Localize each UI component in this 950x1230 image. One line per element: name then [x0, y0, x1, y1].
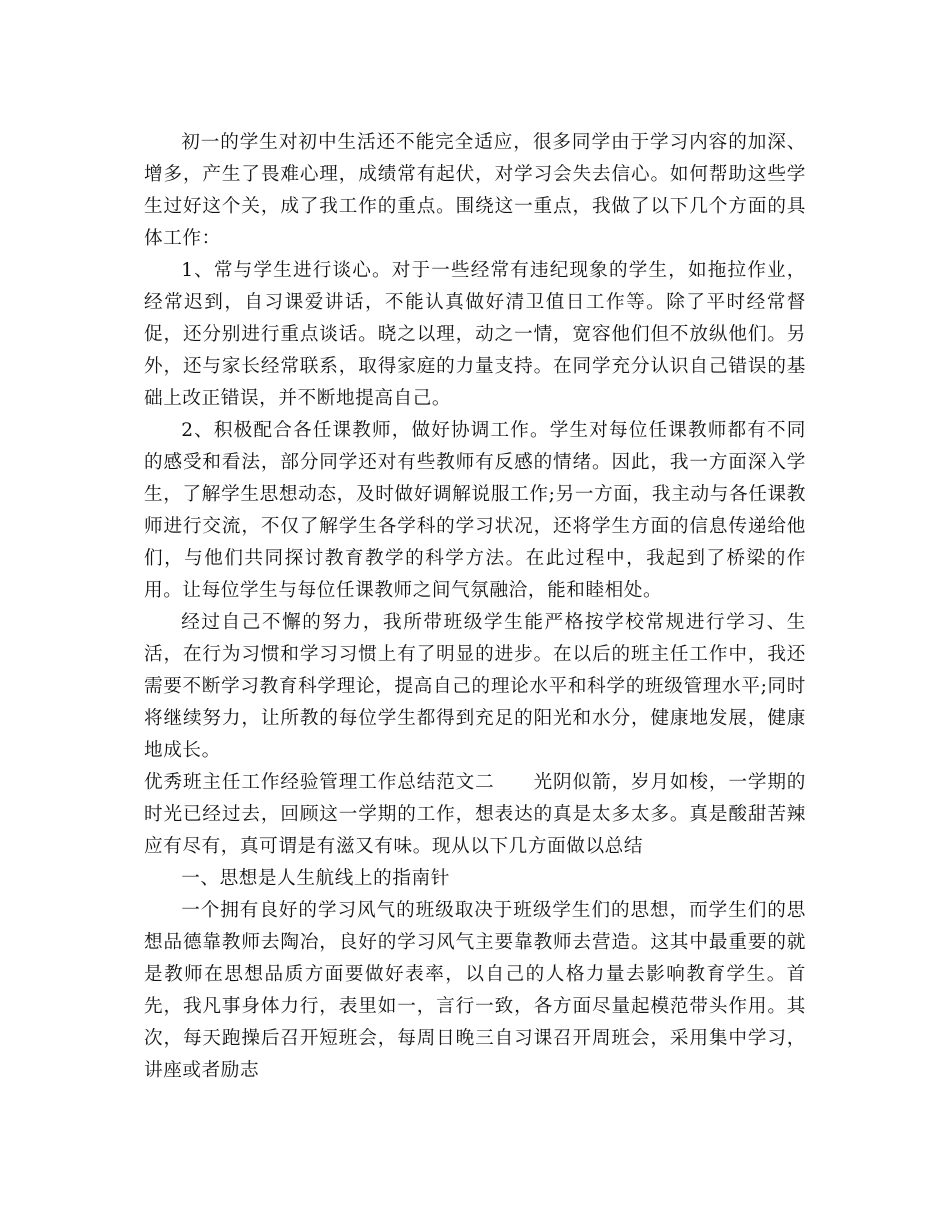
paragraph-item-2: 2、积极配合各任课教师，做好协调工作。学生对每位任课教师都有不同的感受和看法，部分同学还对有些教师有反感的情绪。因此，我一方面深入学生，了解学生思想动态，及时做好调解说服工作;另一方面，我主动与各任课教师进行交流，不仅了解学生各学科的学习状况，还将学生方面的信息传递给他们，与他们共同探讨教育教学的科学方法。在此过程中，我起到了桥梁的作用。让每位学生与每位任课教师之间气氛融洽，能和睦相处。 [144, 420, 806, 601]
document-body [144, 127, 806, 1087]
section-heading-1: 一、思想是人生航线上的指南针 [181, 868, 450, 889]
paragraph-intro: 初一的学生对初中生活还不能完全适应，很多同学由于学习内容的加深、增多，产生了畏难心理，成绩常有起伏，对学习会失去信心。如何帮助这些学生过好这个关，成了我工作的重点。围绕这一重点，我做了以下几个方面的具体工作： [144, 132, 806, 249]
paragraph-second-article-title: 优秀班主任工作经验管理工作总结范文二 光阴似箭，岁月如梭，一学期的时光已经过去，回顾这一学期的工作，想表达的真是太多太多。真是酸甜苦辣应有尽有，真可谓是有滋又有味。现从以下几方面做以总结 [144, 772, 806, 857]
paragraph-conclusion: 经过自己不懈的努力，我所带班级学生能严格按学校常规进行学习、生活，在行为习惯和学习习惯上有了明显的进步。在以后的班主任工作中，我还需要不断学习教育科学理论，提高自己的理论水平和科学的班级管理水平;同时将继续努力，让所教的每位学生都得到充足的阳光和水分，健康地发展，健康地成长。 [144, 612, 806, 761]
paragraph-item-1: 1、常与学生进行谈心。对于一些经常有违纪现象的学生，如拖拉作业，经常迟到，自习课爱讲话，不能认真做好清卫值日工作等。除了平时经常督促，还分别进行重点谈话。晓之以理，动之一情，宽容他们但不放纵他们。另外，还与家长经常联系，取得家庭的力量支持。在同学充分认识自己错误的基础上改正错误，并不断地提高自己。 [144, 260, 806, 409]
paragraph-section-1-body: 一个拥有良好的学习风气的班级取决于班级学生们的思想，而学生们的思想品德靠教师去陶冶，良好的学习风气主要靠教师去营造。这其中最重要的就是教师在思想品质方面要做好表率，以自己的人格力量去影响教育学生。首先，我凡事身体力行，表里如一，言行一致，各方面尽量起模范带头作用。其次，每天跑操后召开短班会，每周日晚三自习课召开周班会，采用集中学习，讲座或者励志 [144, 900, 806, 1081]
